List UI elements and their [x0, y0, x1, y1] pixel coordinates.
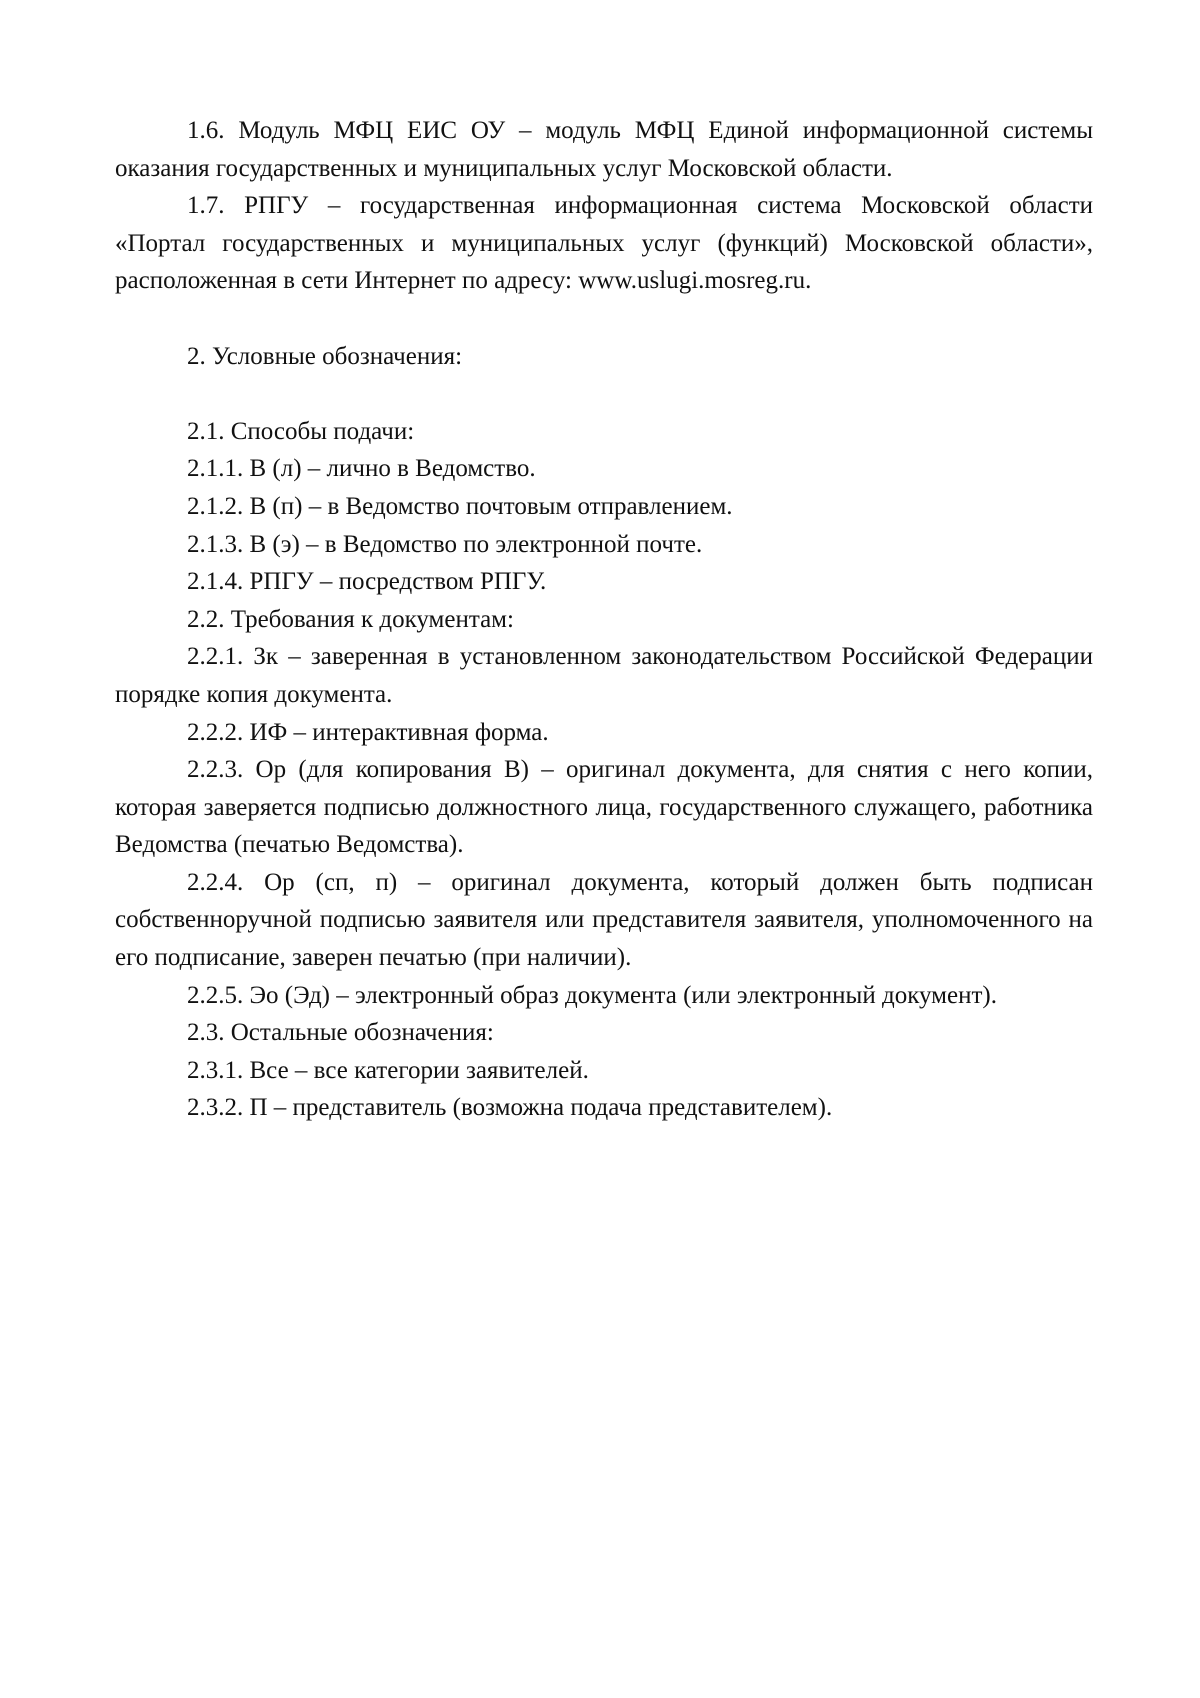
paragraph-2-2-5: 2.2.5. Эо (Эд) – электронный образ документа (или электронный документ).: [187, 981, 997, 1009]
paragraph-2-2-2: 2.2.2. ИФ – интерактивная форма.: [187, 718, 549, 746]
section-heading-2: 2. Условные обозначения:: [187, 342, 463, 370]
document-page: [115, 112, 1093, 1127]
paragraph-2-2-1: 2.2.1. Зк – заверенная в установленном законодательством Российской Федерации порядке копия документа.: [115, 643, 1093, 708]
paragraph-2-1-4: 2.1.4. РПГУ – посредством РПГУ.: [187, 568, 547, 596]
paragraph-2-1-2: 2.1.2. В (п) – в Ведомство почтовым отправлением.: [187, 492, 733, 520]
paragraph-2-3-1: 2.3.1. Все – все категории заявителей.: [187, 1056, 589, 1084]
paragraph-2-2: 2.2. Требования к документам:: [187, 605, 514, 633]
paragraph-2-3-2: 2.3.2. П – представитель (возможна подача представителем).: [187, 1094, 833, 1122]
paragraph-1-7: 1.7. РПГУ – государственная информационная система Московской области «Портал государственных и муниципальных услуг (функций) Московской области», расположенная в сети Интернет по адресу: www.uslugi.mosreg.ru.: [115, 192, 1093, 295]
paragraph-2-1: 2.1. Способы подачи:: [187, 417, 415, 445]
paragraph-1-6: 1.6. Модуль МФЦ ЕИС ОУ – модуль МФЦ Единой информационной системы оказания государственных и муниципальных услуг Московской области.: [115, 117, 1093, 182]
paragraph-2-2-4: 2.2.4. Ор (сп, п) – оригинал документа, который должен быть подписан собственноручной подписью заявителя или представителя заявителя, уполномоченного на его подписание, заверен печатью (при наличии).: [115, 868, 1093, 972]
paragraph-2-1-1: 2.1.1. В (л) – лично в Ведомство.: [187, 455, 536, 483]
paragraph-2-2-3: 2.2.3. Ор (для копирования В) – оригинал документа, для снятия с него копии, которая заверяется подписью должностного лица, государственного служащего, работника Ведомства (печатью Ведомства).: [115, 756, 1093, 859]
paragraph-2-3: 2.3. Остальные обозначения:: [187, 1019, 494, 1047]
paragraph-2-1-3: 2.1.3. В (э) – в Ведомство по электронной почте.: [187, 530, 703, 558]
